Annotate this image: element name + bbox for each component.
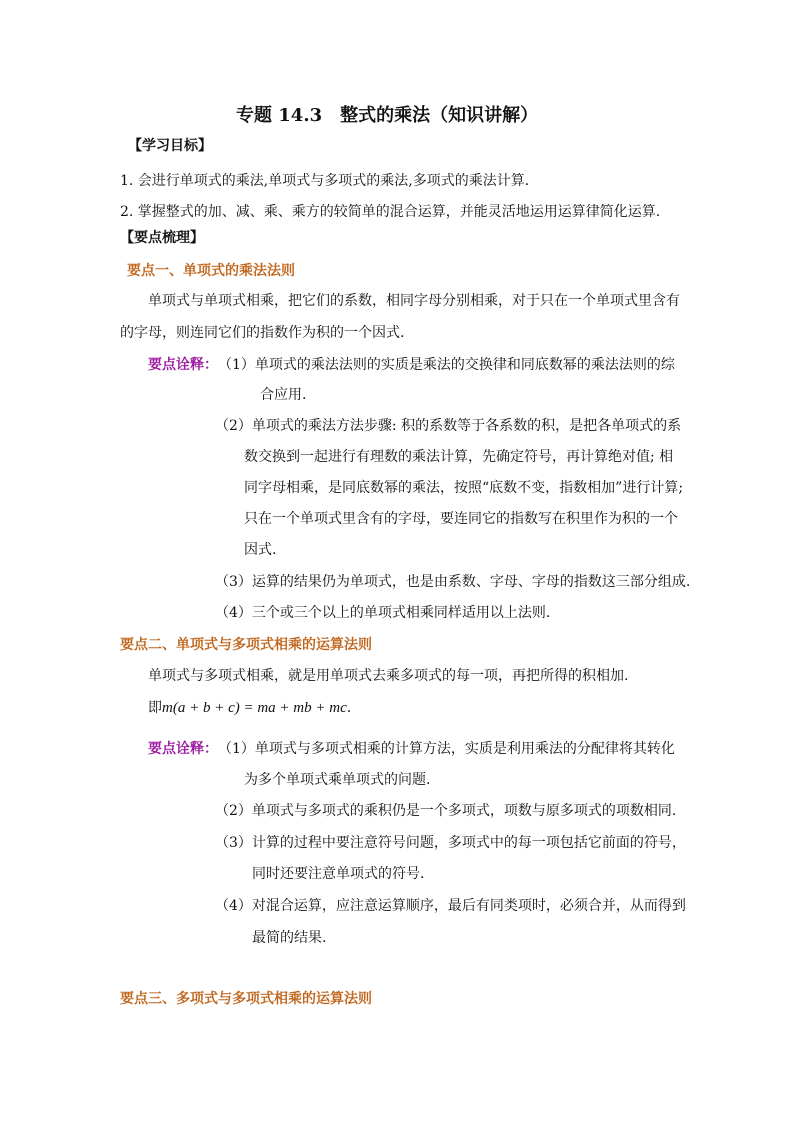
point2-note-1b: 为多个单项式乘单项式的问题. [244,772,431,788]
formula-prefix: 即 [148,700,162,716]
formula-suffix: . [346,700,352,716]
point1-note-2e: 因式. [244,542,277,558]
learning-goals-heading: 【学习目标】 [128,138,212,154]
point1-note-3: （3）运算的结果仍为单项式，也是由系数、字母、字母的指数这三部分组成. [215,574,691,590]
point2-note-3b: 同时还要注意单项式的符号. [252,866,425,882]
point2-heading: 要点二、单项式与多项式相乘的运算法则 [120,637,372,653]
point1-note-2c: 同字母相乘，是同底数幂的乘法，按照“底数不变，指数相加”进行计算; [244,480,684,496]
learning-goal-2: 2. 掌握整式的加、减、乘、乘方的较简单的混合运算，并能灵活地运用运算律简化运算. [120,204,661,220]
point2-note-4a: （4）对混合运算，应注意运算顺序，最后有同类项时，必须合并，从而得到 [215,898,686,914]
learning-goal-1: 1. 会进行单项式的乘法,单项式与多项式的乘法,多项式的乘法计算． [120,173,539,189]
point1-heading: 要点一、单项式的乘法法则 [127,263,295,279]
point2-formula-line [148,699,351,717]
point1-body-line-1: 单项式与单项式相乘，把它们的系数，相同字母分别相乘，对于只在一个单项式里含有 [148,293,680,309]
point2-note-2: （2）单项式与多项式的乘积仍是一个多项式，项数与原多项式的项数相同. [215,803,677,819]
point2-body: 单项式与多项式相乘，就是用单项式去乘多项式的每一项，再把所得的积相加. [148,668,629,684]
point1-note-2a: （2）单项式的乘法方法步骤: 积的系数等于各系数的积，是把各单项式的系 [215,418,682,434]
point2-note-4b: 最简的结果. [252,930,327,946]
point1-note-1b: 合应用. [260,387,307,403]
point1-note-4: （4）三个或三个以上的单项式相乘同样适用以上法则. [215,605,551,621]
point2-note-label: 要点诠释： [148,741,218,757]
point1-note-2d: 只在一个单项式里含有的字母，要连同它的指数写在积里作为积的一个 [244,511,678,527]
point1-note-1a: （1）单项式的乘法法则的实质是乘法的交换律和同底数幂的乘法法则的综 [218,357,675,373]
formula: m(a + b + c) = ma + mb + mc [162,700,347,716]
point2-note-3a: （3）计算的过程中要注意符号问题，多项式中的每一项包括它前面的符号， [215,835,686,851]
point1-note-2b: 数交换到一起进行有理数的乘法计算，先确定符号，再计算绝对值; 相 [244,449,674,465]
point2-note-1a: （1）单项式与多项式相乘的计算方法，实质是利用乘法的分配律将其转化 [218,741,675,757]
page-title: 专题 14.3 整式的乘法（知识讲解） [236,105,539,126]
key-points-heading: 【要点梳理】 [120,230,204,246]
point1-body-line-2: 的字母，则连同它们的指数作为积的一个因式. [120,325,405,341]
point3-heading: 要点三、多项式与多项式相乘的运算法则 [120,991,372,1007]
point1-note-label: 要点诠释： [148,357,218,373]
